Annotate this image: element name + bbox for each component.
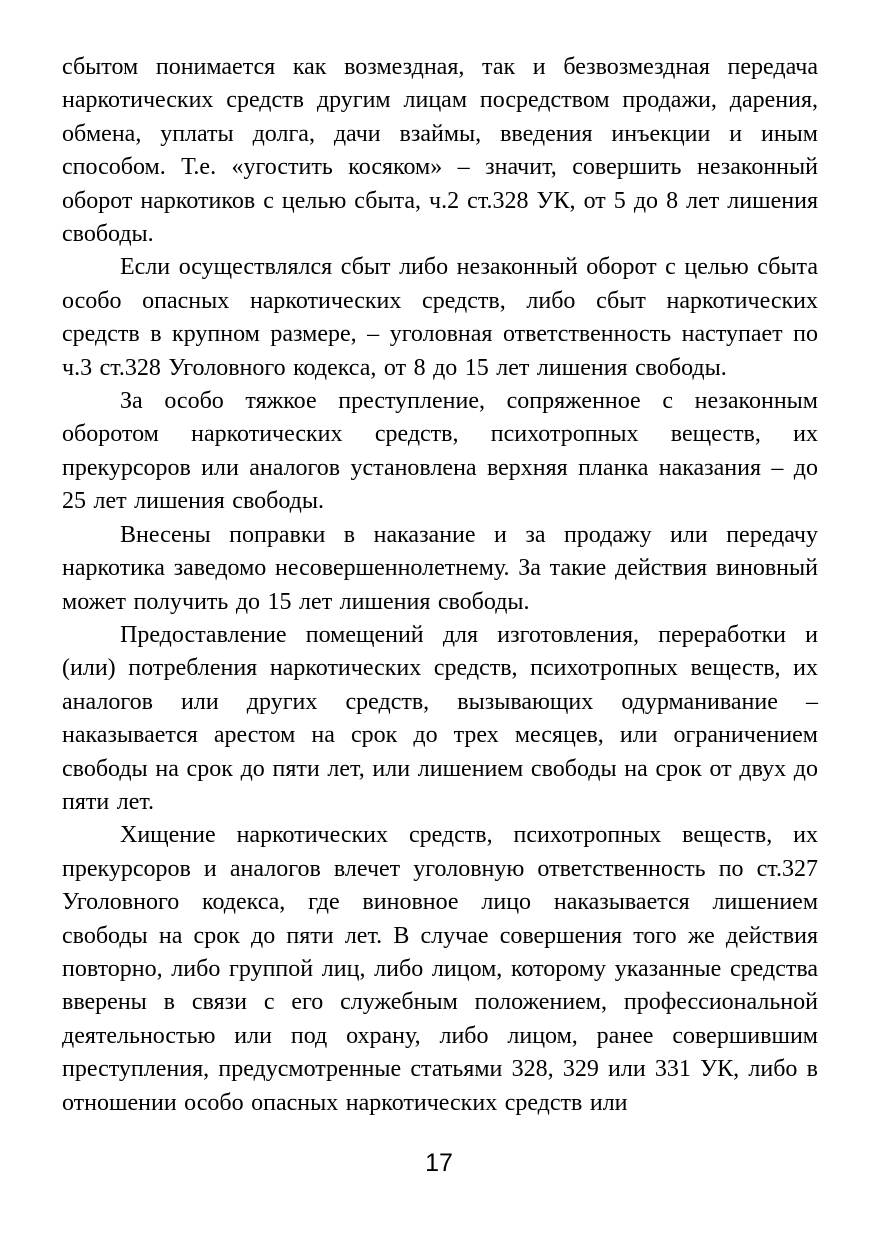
paragraph: За особо тяжкое преступление, сопряженное с незаконным оборотом наркотических средств, психотропных веществ, их прекурсоров или аналогов установлена верхняя планка наказания – до 25 лет лишения свободы. (62, 388, 818, 515)
page-number: 17 (425, 1149, 453, 1177)
paragraph: Хищение наркотических средств, психотропных веществ, их прекурсоров и аналогов влечет уголовную ответственность по ст.327 Уголовного кодекса, где виновное лицо наказывается лишением свободы на срок до пяти лет. В случае совершения того же действия повторно, либо группой лиц, либо лицом, которому указанные средства вверены в связи с его служебным положением, профессиональной деятельностью или под охрану, либо лицом, ранее совершившим преступления, предусмотренные статьями 328, 329 или 331 УК, либо в отношении особо опасных наркотических средств или (62, 822, 818, 1116)
paragraph: Если осуществлялся сбыт либо незаконный оборот с целью сбыта особо опасных наркотических средств, либо сбыт наркотических средств в крупном размере, – уголовная ответственность наступает по ч.3 ст.328 Уголовного кодекса, от 8 до 15 лет лишения свободы. (62, 254, 818, 381)
document-body (62, 51, 818, 1120)
paragraph: Предоставление помещений для изготовления, переработки и (или) потребления наркотических средств, психотропных веществ, их аналогов или других средств, вызывающих одурманивание – наказывается арестом на срок до трех месяцев, или ограничением свободы на срок до пяти лет, или лишением свободы на срок от двух до пяти лет. (62, 621, 818, 815)
paragraph: Внесены поправки в наказание и за продажу или передачу наркотика заведомо несовершеннолетнему. За такие действия виновный может получить до 15 лет лишения свободы. (62, 521, 818, 615)
paragraph: сбытом понимается как возмездная, так и безвозмездная передача наркотических средств другим лицам посредством продажи, дарения, обмена, уплаты долга, дачи взаймы, введения инъекции и иным способом. Т.е. «угостить косяком» – значит, совершить незаконный оборот наркотиков с целью сбыта, ч.2 ст.328 УК, от 5 до 8 лет лишения свободы. (62, 54, 818, 248)
